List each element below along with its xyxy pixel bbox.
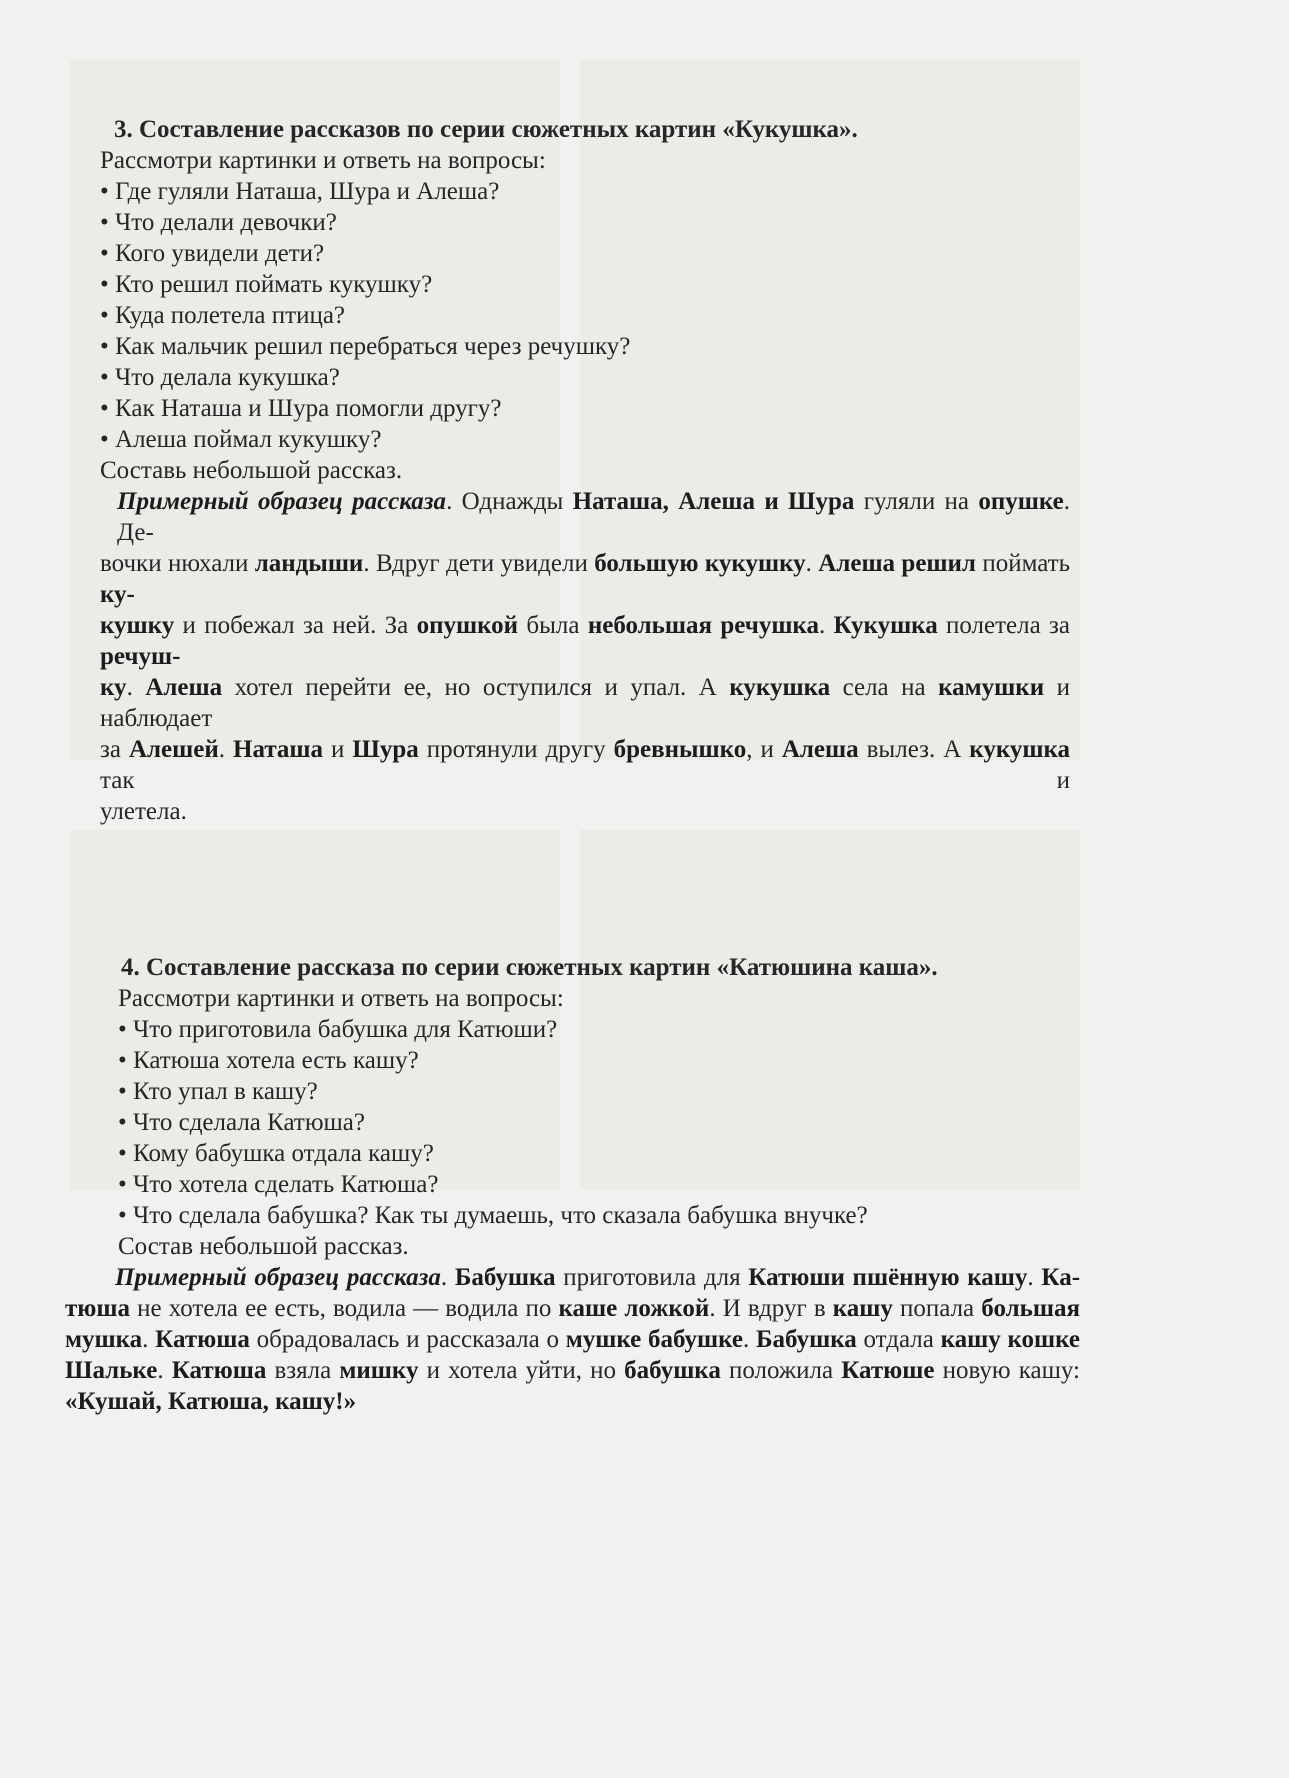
emphasized-text: Катюша [155,1326,250,1353]
question-item: • Что приготовила бабушка для Катюши? [118,1014,1080,1045]
question-item: • Куда полетела птица? [100,300,1070,331]
sample-story [100,486,1070,827]
story-text: . [1027,1264,1042,1291]
emphasized-text: кашу [832,1295,893,1322]
story-text: . [218,736,234,763]
story-line [100,610,1070,672]
emphasized-text: Алеша решил [818,550,976,577]
story-text: . [818,612,834,639]
story-text: улетела. [100,798,187,825]
story-text: протянули другу [418,736,614,763]
story-text: . [157,1357,172,1384]
story-text: . И вдруг в [709,1295,833,1322]
story-text: . Вдруг дети увидели [363,550,595,577]
exercise-title: 3. Составление рассказов по серии сюжетных картин «Кукушка». [114,116,858,143]
story-line [100,672,1070,734]
emphasized-text: Примерный образец рассказа [117,488,447,515]
story-line [65,1324,1080,1355]
story-text: отдала [856,1326,941,1353]
emphasized-text: мишку [339,1357,419,1384]
question-item: • Кто решил поймать кукушку? [100,269,1070,300]
story-text: попала [892,1295,982,1322]
story-line [100,734,1070,796]
emphasized-text: ландыши [254,550,364,577]
emphasized-text: Ка- [1041,1264,1081,1291]
emphasized-text: Кукушка [833,612,938,639]
story-text: гуляли на [854,488,979,515]
question-item: • Что делали девочки? [100,207,1070,238]
exercise-4 [65,952,1080,1417]
question-item: • Что хотела сделать Катюша? [118,1169,1080,1200]
emphasized-text: ку [100,674,127,701]
story-text: и побежал за ней. За [174,612,417,639]
emphasized-text: Шальке [65,1357,158,1384]
story-text: так и [100,767,1070,794]
emphasized-text: Шура [352,736,419,763]
story-text: вочки нюхали [100,550,255,577]
emphasized-text: Алеша [145,674,223,701]
emphasized-text: небольшая речушка [587,612,819,639]
exercise-prompt: Рассмотри картинки и ответь на вопросы: [118,985,564,1012]
emphasized-text: кушку [100,612,175,639]
story-text: обрадовалась и рассказала о [249,1326,566,1353]
question-list [118,1014,1080,1231]
story-text: . [743,1326,757,1353]
emphasized-text: каше ложкой [558,1295,710,1322]
story-text: новую кашу: [934,1357,1080,1384]
story-text: за [100,736,129,763]
emphasized-text: Бабушка [454,1264,556,1291]
story-line [65,1386,1080,1417]
story-line [100,486,1070,548]
question-item: • Как Наташа и Шура помогли другу? [100,393,1070,424]
story-text: . Де- [117,488,1070,546]
emphasized-text: Наташа [233,736,324,763]
story-text: и наблюдает [100,674,1070,732]
story-text: положила [720,1357,842,1384]
question-item: • Катюша хотела есть кашу? [118,1045,1080,1076]
question-item: • Что делала кукушка? [100,362,1070,393]
story-text: взяла [266,1357,340,1384]
story-text: хотел перейти ее, но оступился и упал. А [222,674,730,701]
question-item: • Кого увидели дети? [100,238,1070,269]
story-text: . Однажды [446,488,573,515]
story-text: . [142,1326,156,1353]
story-text: полетела за [937,612,1071,639]
question-item: • Алеша поймал кукушку? [100,424,1070,455]
emphasized-text: Катюши пшённую кашу [748,1264,1028,1291]
story-text: и [323,736,353,763]
emphasized-text: бабушка [624,1357,721,1384]
story-text: приготовила для [555,1264,749,1291]
emphasized-text: кашу кошке [940,1326,1081,1353]
story-line [65,1293,1080,1324]
story-line [100,796,1070,827]
question-item: • Что сделала Катюша? [118,1107,1080,1138]
exercise-3 [100,114,1070,827]
emphasized-text: опушкой [416,612,519,639]
story-text: . [805,550,819,577]
emphasized-text: мушке бабушке [565,1326,744,1353]
emphasized-text: опушке [978,488,1064,515]
exercise-closing: Состав небольшой рассказ. [118,1233,409,1260]
story-text: поймать [975,550,1070,577]
question-item: • Что сделала бабушка? Как ты думаешь, что сказала бабушка внучке? [118,1200,1080,1231]
emphasized-text: большую кукушку [594,550,806,577]
emphasized-text: кукушка [729,674,831,701]
story-text: и хотела уйти, но [418,1357,625,1384]
sample-story [65,1262,1080,1417]
emphasized-text: тюша [65,1295,130,1322]
emphasized-text: Наташа, Алеша и Шура [572,488,855,515]
exercise-title: 4. Составление рассказа по серии сюжетных картин «Катюшина каша». [121,954,938,981]
emphasized-text: Катюша [171,1357,267,1384]
question-item: • Где гуляли Наташа, Шура и Алеша? [100,176,1070,207]
emphasized-text: бревнышко [613,736,747,763]
story-text: была [518,612,588,639]
question-item: • Кому бабушка отдала кашу? [118,1138,1080,1169]
story-line [65,1262,1080,1293]
story-text: не хотела ее есть, водила — водила по [130,1295,559,1322]
emphasized-text: большая [981,1295,1080,1322]
question-list [100,176,1070,455]
story-text: , и [746,736,782,763]
question-item: • Как мальчик решил перебраться через речушку? [100,331,1070,362]
emphasized-text: камушки [938,674,1045,701]
exercise-closing: Составь небольшой рассказ. [100,457,403,484]
emphasized-text: мушка [65,1326,143,1353]
question-item: • Кто упал в кашу? [118,1076,1080,1107]
emphasized-text: «Кушай, Катюша, кашу!» [65,1388,357,1415]
emphasized-text: ку- [100,581,135,608]
emphasized-text: Примерный образец рассказа [115,1264,441,1291]
story-text: села на [830,674,939,701]
emphasized-text: речуш- [100,643,181,670]
emphasized-text: Катюше [841,1357,935,1384]
story-line [65,1355,1080,1386]
exercise-prompt: Рассмотри картинки и ответь на вопросы: [100,147,546,174]
emphasized-text: Алешей [128,736,219,763]
emphasized-text: Алеша [781,736,859,763]
story-text: . [440,1264,455,1291]
story-line [100,548,1070,610]
story-text: . [126,674,146,701]
story-text: вылез. А [858,736,970,763]
emphasized-text: Бабушка [756,1326,857,1353]
emphasized-text: кукушка [969,736,1070,763]
